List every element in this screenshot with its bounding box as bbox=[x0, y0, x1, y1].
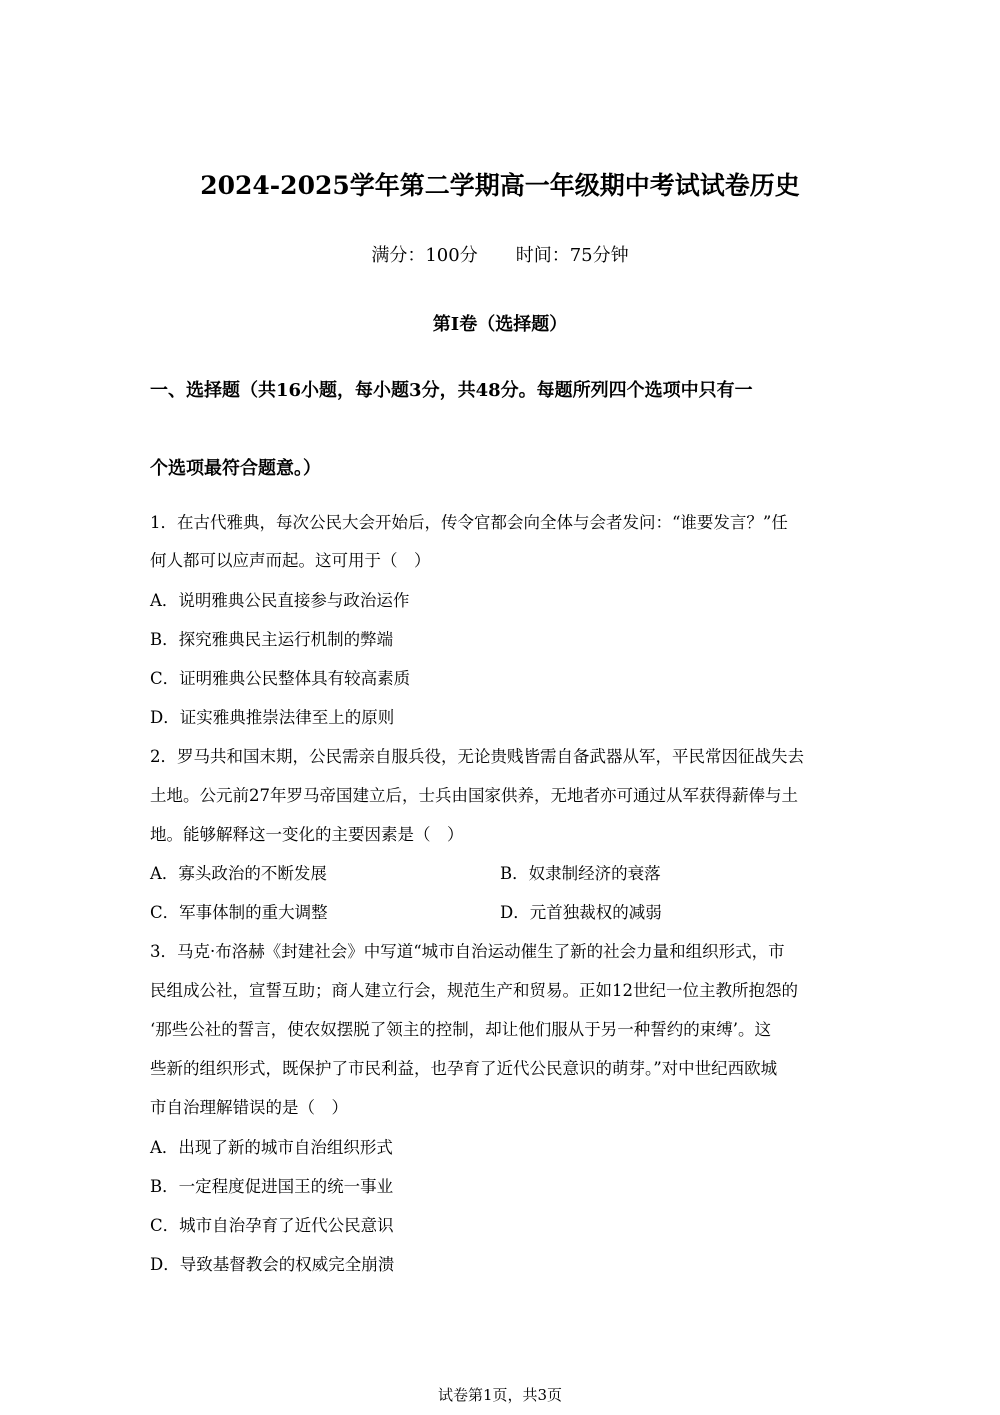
question-3-stem-line-2: 民组成公社，宣誓互助；商人建立行会，规范生产和贸易。正如12世纪一位主教所抱怨的 bbox=[150, 981, 798, 1000]
question-3-option-b: B．一定程度促进国王的统一事业 bbox=[150, 1177, 394, 1196]
question-1-option-c: C．证明雅典公民整体具有较高素质 bbox=[150, 669, 411, 688]
question-3-stem-line-5: 市自治理解错误的是（ ） bbox=[150, 1098, 348, 1117]
question-2-stem-line-1: 2．罗马共和国末期，公民需亲自服兵役，无论贵贱皆需自备武器从军，平民常因征战失去 bbox=[150, 747, 804, 766]
section-heading-line-1: 一、选择题（共16小题，每小题3分，共48分。每题所列四个选项中只有一 bbox=[150, 380, 753, 401]
exam-title: 2024-2025学年第二学期高一年级期中考试试卷历史 bbox=[200, 171, 800, 200]
question-3-stem-line-1: 3．马克·布洛赫《封建社会》中写道“城市自治运动催生了新的社会力量和组织形式，市 bbox=[150, 942, 785, 961]
question-3-option-a: A．出现了新的城市自治组织形式 bbox=[150, 1138, 393, 1157]
question-2-stem-line-3: 地。能够解释这一变化的主要因素是（ ） bbox=[150, 825, 464, 844]
question-1-stem-line-1: 1．在古代雅典，每次公民大会开始后，传令官都会向全体与会者发问：“谁要发言？”任 bbox=[150, 513, 788, 532]
question-1-option-d: D．证实雅典推崇法律至上的原则 bbox=[150, 708, 395, 727]
question-2-option-a: A．寡头政治的不断发展 bbox=[150, 864, 327, 883]
question-1-option-b: B．探究雅典民主运行机制的弊端 bbox=[150, 630, 394, 649]
exam-time: 时间：75分钟 bbox=[515, 245, 629, 266]
question-3-option-c: C．城市自治孕育了近代公民意识 bbox=[150, 1216, 394, 1235]
question-2-option-b: B．奴隶制经济的衰落 bbox=[500, 864, 661, 883]
volume-heading: 第I卷（选择题） bbox=[432, 314, 568, 335]
question-2-option-c: C．军事体制的重大调整 bbox=[150, 903, 328, 922]
full-score: 满分：100分 bbox=[371, 245, 478, 266]
question-2-stem-line-2: 土地。公元前27年罗马帝国建立后，士兵由国家供养，无地者亦可通过从军获得薪俸与土 bbox=[150, 786, 798, 805]
question-3-stem-line-3: ‘那些公社的誓言，使农奴摆脱了领主的控制，却让他们服从于另一种誓约的束缚’。这 bbox=[150, 1020, 771, 1039]
question-3-option-d: D．导致基督教会的权威完全崩溃 bbox=[150, 1255, 395, 1274]
question-1-stem-line-2: 何人都可以应声而起。这可用于（ ） bbox=[150, 551, 431, 570]
section-heading-line-2: 个选项最符合题意。） bbox=[150, 458, 321, 479]
question-3-stem-line-4: 些新的组织形式，既保护了市民利益，也孕育了近代公民意识的萌芽。”对中世纪西欧城 bbox=[150, 1059, 778, 1078]
exam-meta bbox=[0, 243, 1000, 269]
page-footer: 试卷第1页，共3页 bbox=[437, 1386, 563, 1404]
question-1-option-a: A．说明雅典公民直接参与政治运作 bbox=[150, 591, 410, 610]
question-2-option-d: D．元首独裁权的减弱 bbox=[500, 903, 662, 922]
